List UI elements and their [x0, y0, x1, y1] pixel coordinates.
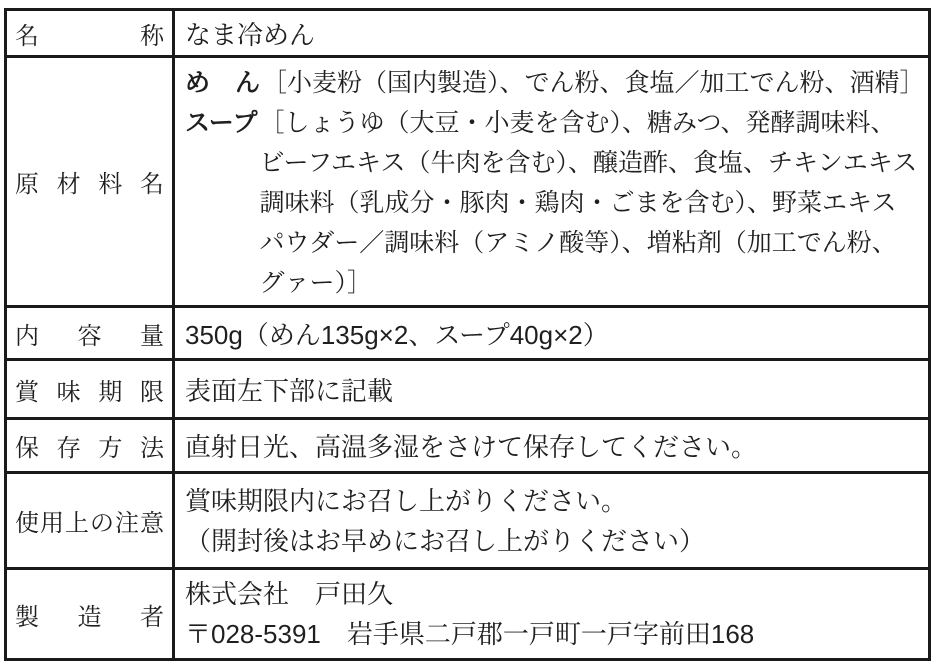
- row-usage-notes: [6, 473, 930, 569]
- value-storage-method: 直射日光、高温多湿をさけて保存してください。: [174, 419, 930, 473]
- value-manufacturer: [174, 569, 930, 660]
- ingredient-soup-name: スープ: [185, 109, 258, 137]
- value-ingredients: [174, 57, 930, 307]
- label-ingredients: 原材料名: [6, 57, 174, 307]
- label-net-content: 内容量: [6, 307, 174, 360]
- ingredient-noodles-name: め ん: [185, 69, 261, 97]
- ingredient-soup-detail: ［しょうゆ（大豆・小麦を含む）、糖みつ、発酵調味料、ビーフエキス（牛肉を含む）、醸造酢、食塩、チキンエキス調味料（乳成分・豚肉・鶏肉・ごまを含む）、野菜エキスパウダー／調味料（アミノ酸等）、増粘剤（加工でん粉、グァー）］: [259, 109, 918, 297]
- value-usage-notes: [174, 473, 930, 569]
- value-net-content: 350g（めん135g×2、スープ40g×2）: [174, 307, 930, 360]
- row-manufacturer: [6, 569, 930, 660]
- usage-notes-line-1: 賞味期限内にお召し上がりください。: [185, 485, 628, 516]
- value-best-before: 表面左下部に記載: [174, 360, 930, 419]
- value-product-name: なま冷めん: [174, 10, 930, 57]
- label-best-before: 賞味期限: [6, 360, 174, 419]
- usage-notes-line-2: （開封後はお早めにお召し上がりください）: [185, 525, 706, 556]
- food-label-table: [4, 8, 931, 661]
- manufacturer-address: 〒028-5391 岩手県二戸郡一戸町一戸字前田168: [185, 619, 755, 649]
- label-product-name: 名称: [6, 10, 174, 57]
- row-net-content: [6, 307, 930, 360]
- row-storage-method: [6, 419, 930, 473]
- ingredient-noodles-detail: ［小麦粉（国内製造）、でん粉、食塩／加工でん粉、酒精］: [262, 69, 925, 97]
- label-manufacturer: 製造者: [6, 569, 174, 660]
- ingredient-noodles: [185, 63, 925, 103]
- label-usage-notes: 使用上の注意: [6, 473, 174, 569]
- ingredient-soup: [185, 103, 920, 303]
- row-ingredients: [6, 57, 930, 307]
- manufacturer-company-name: 株式会社 戸田久: [185, 579, 394, 609]
- label-storage-method: 保存方法: [6, 419, 174, 473]
- row-best-before: [6, 360, 930, 419]
- row-product-name: [6, 10, 930, 57]
